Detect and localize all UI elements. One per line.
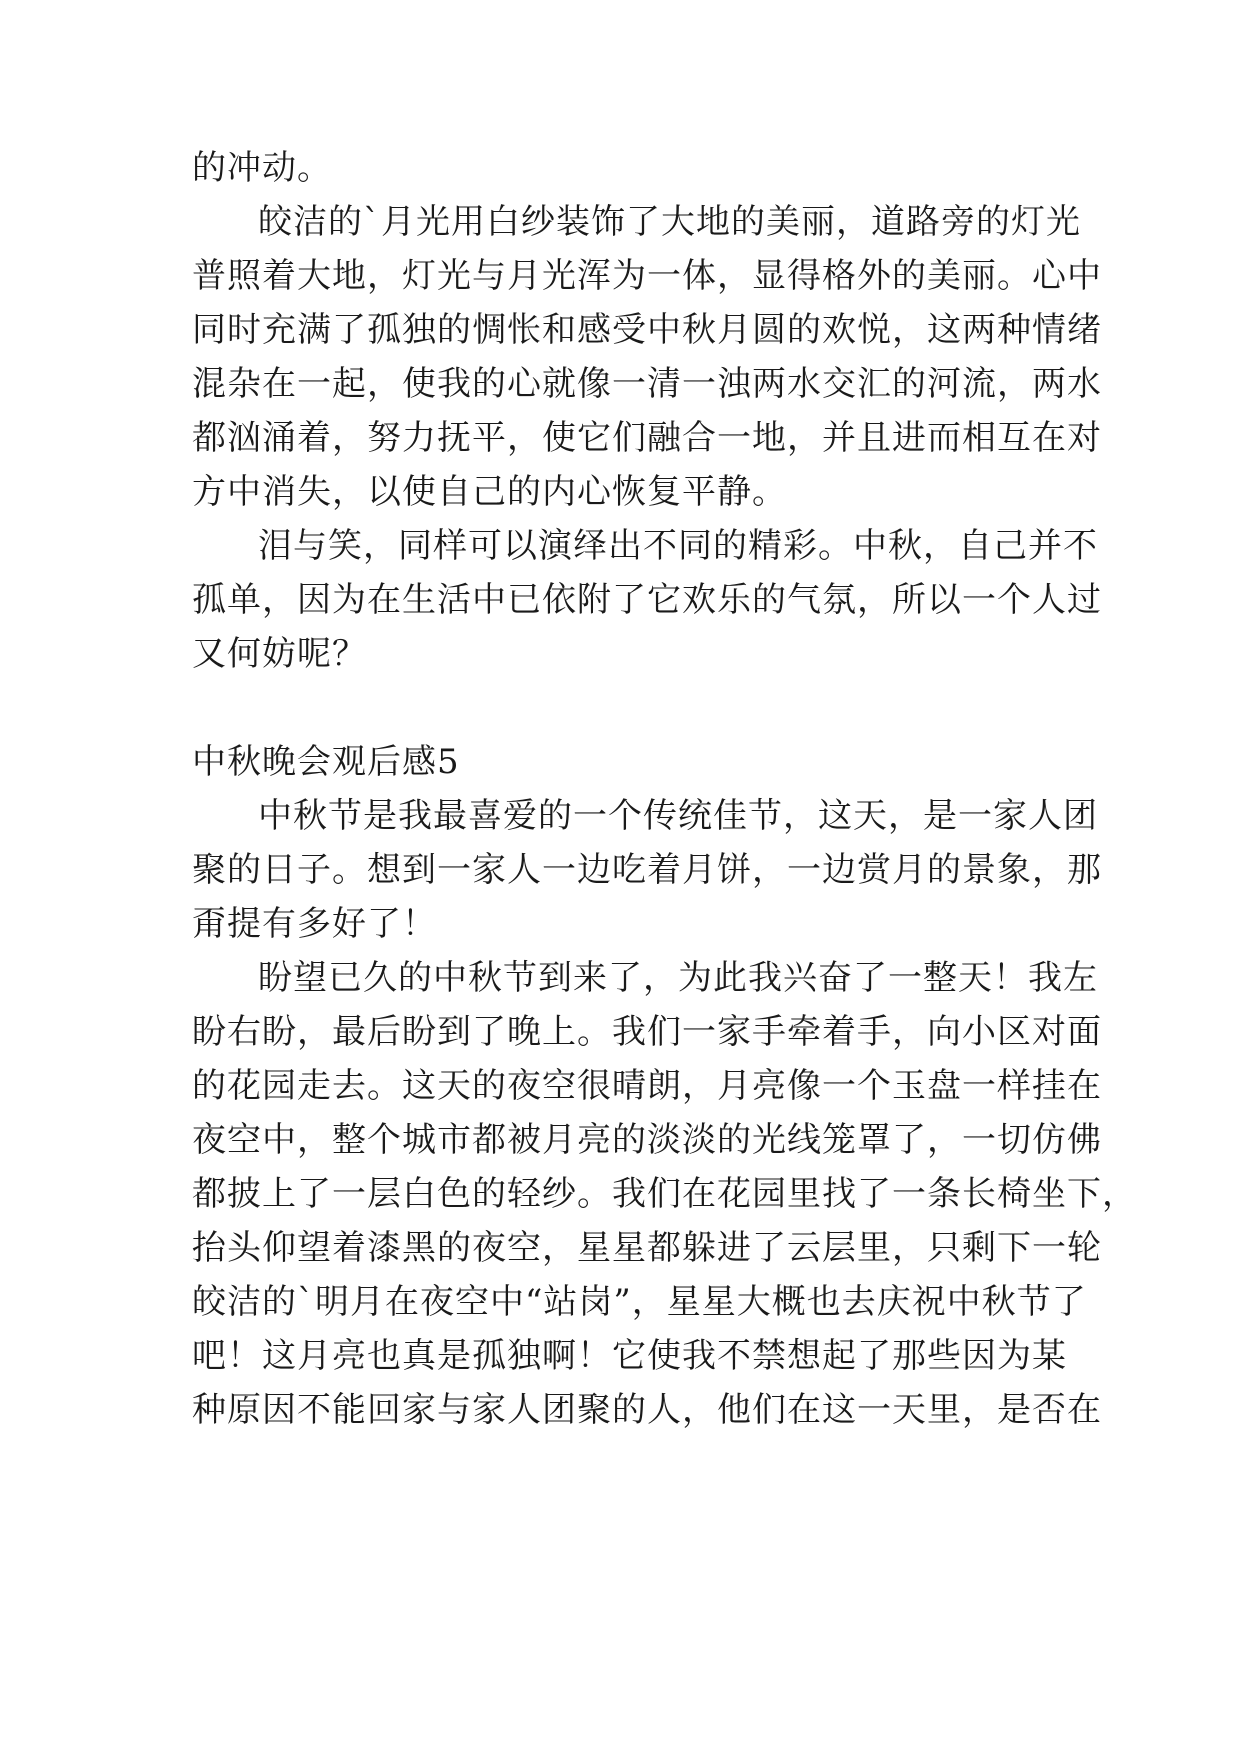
paragraph-line: 都汹涌着，努力抚平，使它们融合一地，并且进而相互在对: [192, 418, 1102, 458]
paragraph-line: 种原因不能回家与家人团聚的人，他们在这一天里，是否在: [192, 1390, 1102, 1430]
paragraph-line: 普照着大地，灯光与月光浑为一体，显得格外的美丽。心中: [192, 256, 1102, 296]
paragraph-line: 都披上了一层白色的轻纱。我们在花园里找了一条长椅坐下，: [192, 1174, 1137, 1214]
paragraph-line: 盼右盼，最后盼到了晚上。我们一家手牵着手，向小区对面: [192, 1012, 1102, 1052]
paragraph-line: 吧！这月亮也真是孤独啊！它使我不禁想起了那些因为某: [192, 1336, 1067, 1376]
paragraph-line: 又何妨呢？: [192, 634, 367, 674]
paragraph-line: 聚的日子。想到一家人一边吃着月饼，一边赏月的景象，那: [192, 850, 1102, 890]
paragraph-line: 的花园走去。这天的夜空很晴朗，月亮像一个玉盘一样挂在: [192, 1066, 1102, 1106]
paragraph-line: 盼望已久的中秋节到来了，为此我兴奋了一整天！我左: [258, 958, 1098, 998]
paragraph-line: 同时充满了孤独的惆怅和感受中秋月圆的欢悦，这两种情绪: [192, 310, 1102, 350]
paragraph-line: 中秋节是我最喜爱的一个传统佳节，这天，是一家人团: [258, 796, 1098, 836]
paragraph-line: 混杂在一起，使我的心就像一清一浊两水交汇的河流，两水: [192, 364, 1102, 404]
paragraph-line: 夜空中，整个城市都被月亮的淡淡的光线笼罩了，一切仿佛: [192, 1120, 1102, 1160]
paragraph-line: 孤单，因为在生活中已依附了它欢乐的气氛，所以一个人过: [192, 580, 1102, 620]
paragraph-line: 方中消失，以使自己的内心恢复平静。: [192, 472, 787, 512]
paragraph-line: 皎洁的`明月在夜空中“站岗”，星星大概也去庆祝中秋节了: [192, 1282, 1087, 1322]
section-heading: 中秋晚会观后感5: [192, 742, 460, 782]
paragraph-line: 甭提有多好了！: [192, 904, 437, 944]
paragraph-line: 抬头仰望着漆黑的夜空，星星都躲进了云层里，只剩下一轮: [192, 1228, 1102, 1268]
paragraph-line: 泪与笑，同样可以演绎出不同的精彩。中秋，自己并不: [258, 526, 1098, 566]
paragraph-line: 皎洁的`月光用白纱装饰了大地的美丽，道路旁的灯光: [258, 202, 1081, 242]
paragraph-line: 的冲动。: [192, 148, 332, 188]
